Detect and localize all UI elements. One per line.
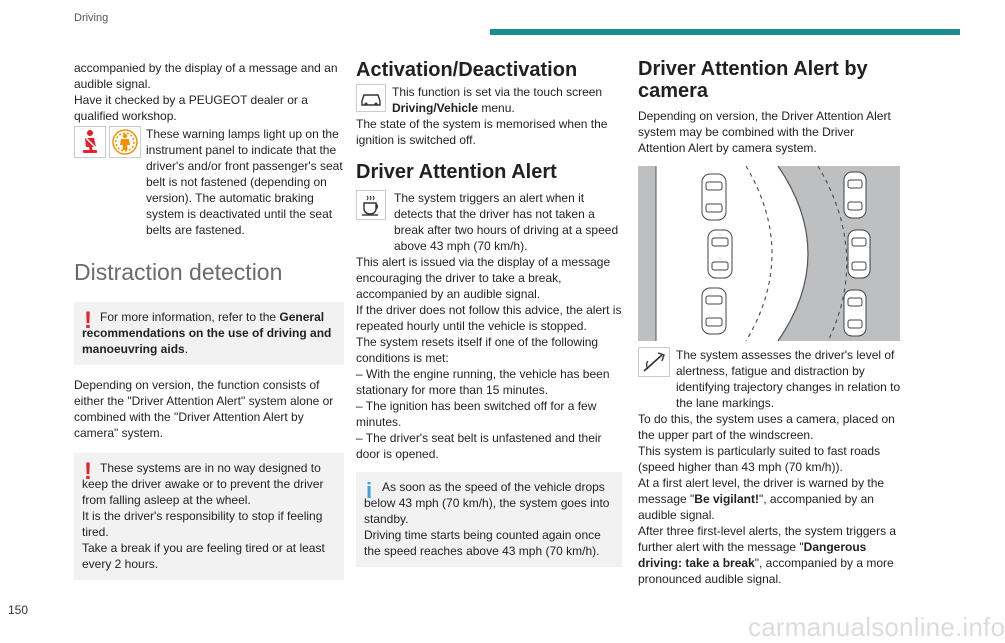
list-item: – The ignition has been switched off for a few minutes.	[356, 399, 597, 429]
column-3	[638, 58, 902, 587]
paragraph: After three first-level alerts, the system triggers a further alert with the message "Dangerous driving: take a break", accompanied by a more pronounced audible signal.	[638, 524, 897, 586]
coffee-cup-icon	[356, 190, 386, 220]
column-1	[74, 60, 344, 580]
paragraph: The system assesses the driver's level of alertness, fatigue and distraction by identifying trajectory changes in relation to the lane markings.	[676, 348, 901, 410]
section-heading: Activation/Deactivation	[356, 59, 578, 81]
paragraph: The state of the system is memorised when the ignition is switched off.	[356, 117, 608, 147]
list-item: – With the engine running, the vehicle has been stationary for more than 15 minutes.	[356, 367, 610, 397]
paragraph: At a first alert level, the driver is warned by the message "Be vigilant!", accompanied by an audible signal.	[638, 476, 885, 522]
paragraph: Depending on version, the Driver Attention Alert system may be combined with the Driver Attention Alert by camera system.	[638, 109, 891, 155]
list-item: – The driver's seat belt is unfastened and their door is opened.	[356, 431, 602, 461]
warning-text: For more information, refer to the General recommendations on the use of driving and manoeuvring aids.	[82, 310, 332, 356]
section-heading: Distraction detection	[74, 259, 283, 285]
seatbelt-warning-icon	[74, 126, 142, 158]
seatbelt-paragraph	[74, 126, 344, 238]
camera-paragraph	[638, 347, 902, 411]
alert-paragraph	[356, 190, 622, 254]
warning-box	[74, 453, 344, 580]
car-menu-icon	[356, 84, 386, 112]
section-heading: Driver Attention Alert	[356, 161, 557, 183]
paragraph: The system resets itself if one of the following conditions is met:	[356, 335, 599, 365]
paragraph: Have it checked by a PEUGEOT dealer or a qualified workshop.	[74, 93, 308, 123]
info-box	[356, 472, 622, 567]
paragraph: To do this, the system uses a camera, placed on the upper part of the windscreen.	[638, 412, 895, 442]
section-header: Driving	[74, 12, 109, 24]
watermark: carmanualsonline.info	[748, 612, 1005, 642]
lane-diagram-illustration	[638, 166, 900, 341]
warning-exclamation-icon: !	[84, 307, 92, 334]
section-heading: Driver Attention Alert by camera	[638, 58, 868, 102]
paragraph: This alert is issued via the display of a message encouraging the driver to take a break, accompanied by an audible signal.	[356, 255, 611, 301]
column-2	[356, 58, 622, 567]
info-text: As soon as the speed of the vehicle drops below 43 mph (70 km/h), the system goes into standby.	[364, 480, 610, 526]
paragraph: If the driver does not follow this advice, the alert is repeated hourly until the vehicle is stopped.	[356, 303, 622, 333]
paragraph: The system triggers an alert when it detects that the driver has not taken a break after two hours of driving at a speed above 43 mph (70 km/h).	[394, 191, 619, 253]
page-number: 150	[8, 603, 29, 617]
warning-exclamation-icon: !	[84, 458, 92, 485]
info-icon: i	[366, 478, 373, 503]
camera-icon	[638, 347, 670, 377]
warning-box	[74, 302, 344, 365]
paragraph: Depending on version, the function consists of either the "Driver Attention Alert" system alone or combined with the "Driver Attention Alert by camera" system.	[74, 378, 334, 440]
warning-text: These systems are in no way designed to keep the driver awake or to prevent the driver from falling asleep at the wheel.	[82, 461, 324, 507]
warning-text: Take a break if you are feeling tired or at least every 2 hours.	[82, 541, 325, 571]
paragraph: This system is particularly suited to fast roads (speed higher than 43 mph (70 km/h)).	[638, 444, 881, 474]
paragraph: accompanied by the display of a message and an audible signal.	[74, 61, 338, 91]
header-bar	[490, 29, 960, 35]
info-text: Driving time starts being counted again once the speed reaches above 43 mph (70 km/h).	[364, 528, 601, 558]
paragraph: This function is set via the touch screen Driving/Vehicle menu.	[392, 85, 603, 115]
paragraph: These warning lamps light up on the instrument panel to indicate that the driver's and/or front passenger's seat belt is not fastened (depending on version). The automatic braking system is deactivated until the seat belts are fastened.	[146, 127, 343, 237]
warning-text: It is the driver's responsibility to stop if feeling tired.	[82, 509, 323, 539]
activation-paragraph	[356, 84, 622, 116]
